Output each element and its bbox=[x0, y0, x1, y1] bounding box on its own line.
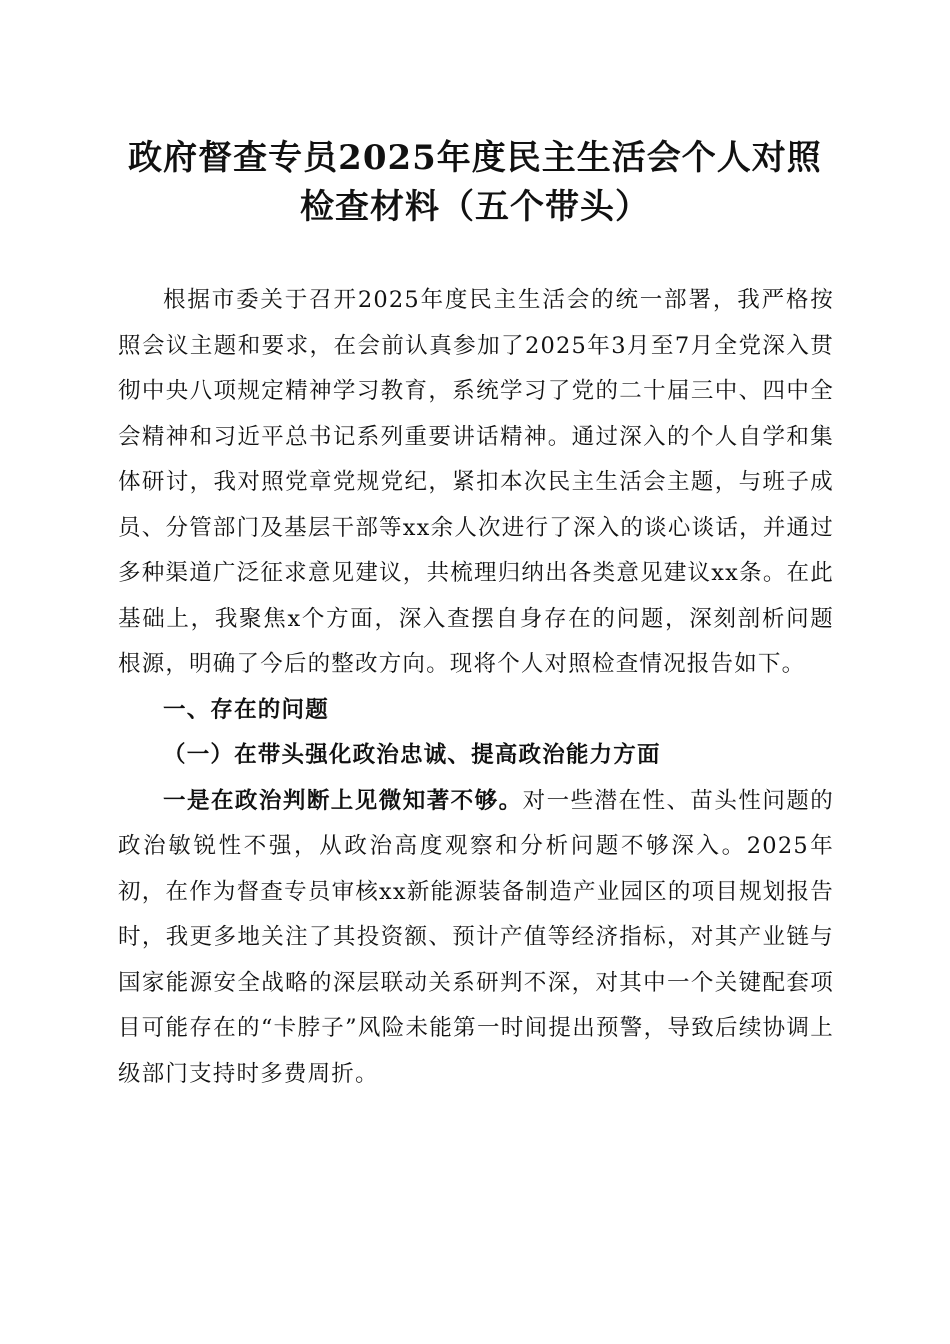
point-1-lead: 一是在政治判断上见微知著不够。 bbox=[163, 787, 523, 814]
point-1-paragraph bbox=[118, 779, 834, 1098]
document-title-line-2: 检查材料（五个带头） bbox=[300, 187, 650, 227]
document-body bbox=[118, 278, 834, 1097]
intro-paragraph: 根据市委关于召开2025年度民主生活会的统一部署，我严格按照会议主题和要求，在会前认真参加了2025年3月至7月全党深入贯彻中央八项规定精神学习教育，系统学习了党的二十届三中、四中全会精神和习近平总书记系列重要讲话精神。通过深入的个人自学和集体研讨，我对照党章党规党纪，紧扣本次民主生活会主题，与班子成员、分管部门及基层干部等xx余人次进行了深入的谈心谈话，并通过多种渠道广泛征求意见建议，共梳理归纳出各类意见建议xx条。在此基础上，我聚焦x个方面，深入查摆自身存在的问题，深刻剖析问题根源，明确了今后的整改方向。现将个人对照检查情况报告如下。 bbox=[118, 287, 834, 677]
section-heading-problems: 一、存在的问题 bbox=[163, 696, 329, 723]
document-title-line-1: 政府督查专员2025年度民主生活会个人对照 bbox=[128, 138, 822, 178]
subsection-heading-political-loyalty: （一）在带头强化政治忠诚、提高政治能力方面 bbox=[163, 742, 661, 768]
point-1-text: 对一些潜在性、苗头性问题的政治敏锐性不强，从政治高度观察和分析问题不够深入。2025年初，在作为督查专员审核xx新能源装备制造产业园区的项目规划报告时，我更多地关注了其投资额、预计产值等经济指标，对其产业链与国家能源安全战略的深层联动关系研判不深，对其中一个关键配套项目可能存在的“卡脖子”风险未能第一时间提出预警，导致后续协调上级部门支持时多费周折。 bbox=[118, 787, 834, 1087]
